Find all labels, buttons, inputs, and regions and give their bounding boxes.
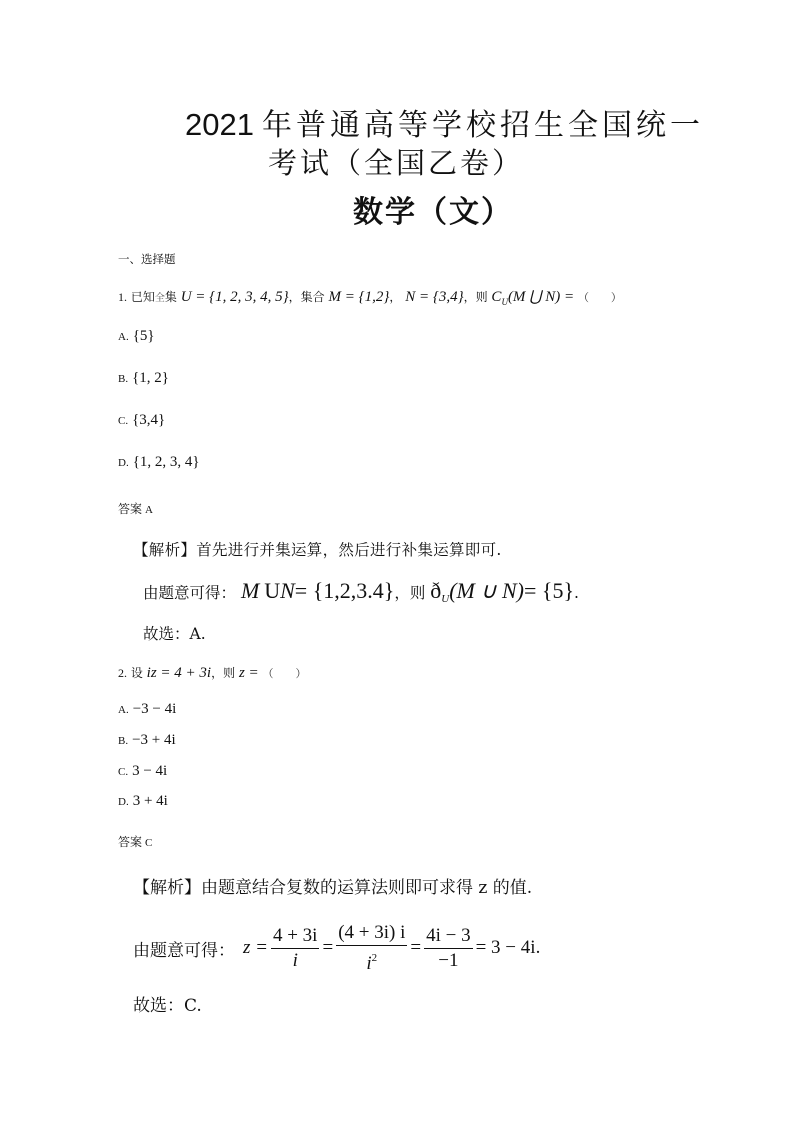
option-a: A. −3 − 4i: [118, 701, 177, 717]
math-u-set: U = {1, 2, 3, 4, 5}: [180, 289, 289, 305]
fraction: $\frac{4 + 3i}{i}$: [272, 924, 318, 971]
stem-text: ，: [389, 290, 402, 304]
stem-text: 设: [130, 666, 143, 680]
math-n-set: N = {3,4}: [405, 289, 464, 305]
derivation-line: 由题意可得： z = $\frac{4 + 3i}{i}$ = $\frac{(4 + 3i) i}{i^2}$ = $\frac{4i - 3}{-1}$ = 3 − 4i .: [133, 921, 541, 974]
math-complement: $C_U(M$ ⋃ N) =: [491, 289, 575, 307]
math-z: z =: [238, 665, 259, 681]
option-c: C. 3 − 4i: [118, 763, 168, 779]
option-a: A. {5}: [118, 328, 155, 344]
stem-text: ，集合: [288, 290, 325, 304]
subject-heading: 数学（文）: [353, 195, 513, 230]
answer-value: C: [145, 837, 153, 849]
answer-blank: （ ）: [262, 667, 307, 680]
section-label: 一、选择题: [118, 252, 176, 266]
answer-blank: （ ）: [577, 291, 622, 304]
document-title-line1: [185, 100, 704, 144]
stem-text: ，则: [211, 666, 236, 680]
stem-text: 全: [154, 293, 165, 304]
question-number: 2.: [118, 666, 127, 680]
answer-line: 答案 A: [118, 502, 153, 516]
math-m-set: M = {1,2}: [328, 289, 390, 305]
title-text: 年普通高等学校招生全国统一: [261, 108, 704, 143]
option-c: C. {3,4}: [118, 412, 166, 428]
conclusion: 故选：A.: [143, 625, 206, 643]
analysis-text: 【解析】首先进行并集运算，然后进行补集运算即可.: [133, 541, 502, 559]
fraction: $\frac{(4 + 3i) i}{i^2}$: [338, 921, 406, 974]
question-number: 1.: [118, 290, 127, 304]
option-b: B. {1, 2}: [118, 370, 169, 386]
document-title-line2: 考试（全国乙卷）: [268, 146, 525, 180]
fraction: $\frac{4i - 3}{-1}$: [426, 924, 471, 971]
answer-value: A: [145, 504, 153, 516]
analysis-text: 【解析】由题意结合复数的运算法则即可求得 z 的值.: [133, 878, 533, 898]
conclusion: 故选：C.: [133, 996, 202, 1016]
derivation-line: 由题意可得： M UN= {1,2,3.4}，则 $ð_U(M$ ∪ N)= {5}.: [143, 578, 579, 605]
question-1-stem: [118, 287, 622, 307]
stem-text: ，则: [463, 290, 488, 304]
answer-line: 答案 C: [118, 835, 153, 849]
stem-text: 集: [164, 290, 177, 304]
title-year: 2021: [185, 107, 254, 142]
math-equation: iz = 4 + 3i: [146, 665, 212, 681]
question-2-stem: [118, 664, 306, 682]
stem-text: 已知: [130, 290, 155, 304]
option-d: D. 3 + 4i: [118, 793, 168, 809]
option-b: B. −3 + 4i: [118, 732, 176, 748]
option-d: D. {1, 2, 3, 4}: [118, 454, 200, 470]
